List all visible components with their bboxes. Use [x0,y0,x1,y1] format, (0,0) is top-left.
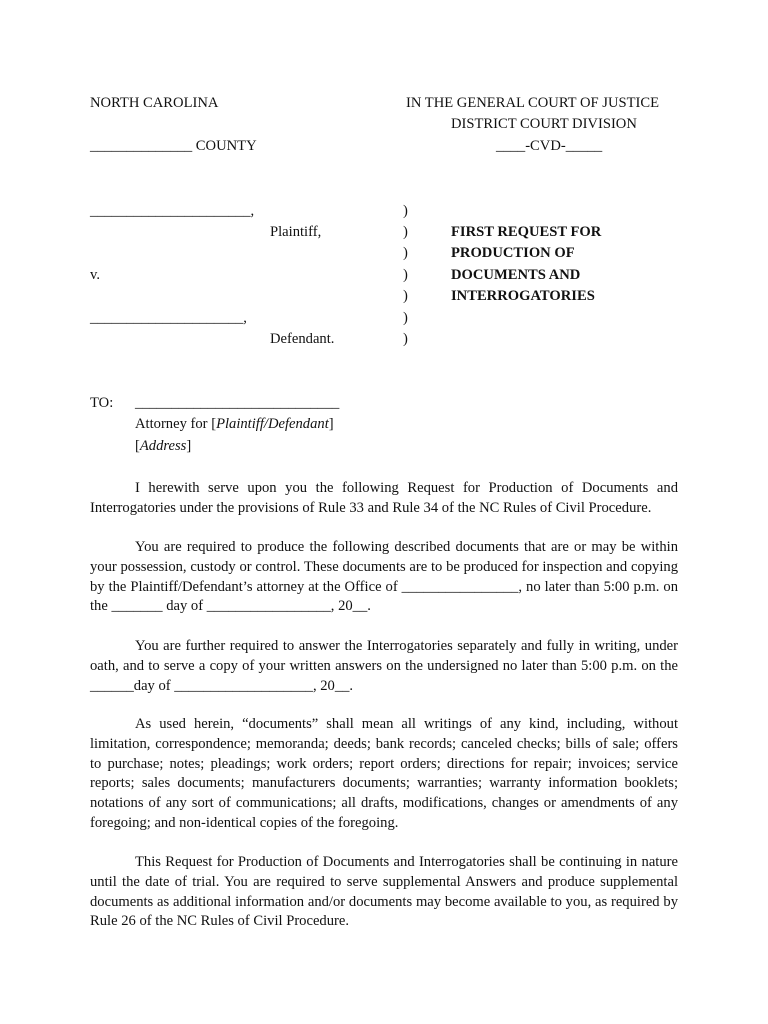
addressee-name-blank: ____________________________ [135,395,340,411]
caption-paren: ) [403,203,408,219]
address-open: [ [135,438,140,454]
paragraph-continuing: This Request for Production of Documents and Interrogatories shall be continuing in nature until the date of trial. You are required to serve supplemental Answers and produce supplemental documents as additional information and/or documents may become available to you, as required by Rule 26 of the NC Rules of Civil Procedure. [90,854,678,930]
caption-paren: ) [403,267,408,283]
defendant-name-blank: _____________________, [90,310,247,326]
attorney-prefix: Attorney for [ [135,416,217,432]
document-title-line-1: FIRST REQUEST FOR [451,224,602,240]
caption-paren: ) [403,245,408,261]
document-title-line-3: DOCUMENTS AND [451,267,581,283]
document-title-line-4: INTERROGATORIES [451,288,595,304]
county-line: ______________ COUNTY [90,138,257,154]
document-title-line-2: PRODUCTION OF [451,245,575,261]
to-label: TO: [90,395,114,411]
state-name: NORTH CAROLINA [90,95,219,111]
court-name: IN THE GENERAL COURT OF JUSTICE [406,95,660,111]
paragraph-service: I herewith serve upon you the following Request for Production of Documents and Interrogatories under the provisions of Rule 33 and Rule 34 of the NC Rules of Civil Procedure. [90,480,678,516]
defendant-label: Defendant. [270,331,335,347]
address-text: Address [139,438,187,454]
attorney-party: Plaintiff/Defendant [216,416,329,432]
attorney-for-line [135,415,334,435]
plaintiff-name-blank: ______________________, [90,203,255,219]
caption-paren: ) [403,310,408,326]
caption-paren: ) [403,224,408,240]
caption-paren: ) [403,288,408,304]
address-close: ] [186,438,192,454]
plaintiff-label: Plaintiff, [270,224,322,240]
attorney-suffix: ] [328,416,334,432]
paragraph-production: You are required to produce the following described documents that are or may be within your possession, custody or control. These documents are to be produced for inspection and copying by the Plaintiff/Defendant’s attorney at the Office of ________________, no later than 5:00 p.m. on the _______ day of _________________, 20__. [90,539,678,615]
address-line [135,437,191,457]
paragraph-interrogatories: You are further required to answer the Interrogatories separately and fully in writing, under oath, and to serve a copy of your written answers on the undersigned no later than 5:00 p.m. on the ______day of ___________________, 20__. [90,638,678,694]
caption-paren: ) [403,331,408,347]
versus: v. [90,267,100,283]
file-number: ____-CVD-_____ [496,138,603,154]
court-division: DISTRICT COURT DIVISION [451,116,637,132]
paragraph-definition: As used herein, “documents” shall mean all writings of any kind, including, without limitation, correspondence; memoranda; deeds; bank records; canceled checks; bills of sale; offers to purchase; notes; pleadings; work orders; report orders; directions for repair; invoices; service reports; sales documents; manufacturers documents; warranties; warranty information booklets; notations of any sort of communications; all drafts, modifications, changes or amendments of any foregoing; and non-identical copies of the foregoing. [90,716,678,831]
